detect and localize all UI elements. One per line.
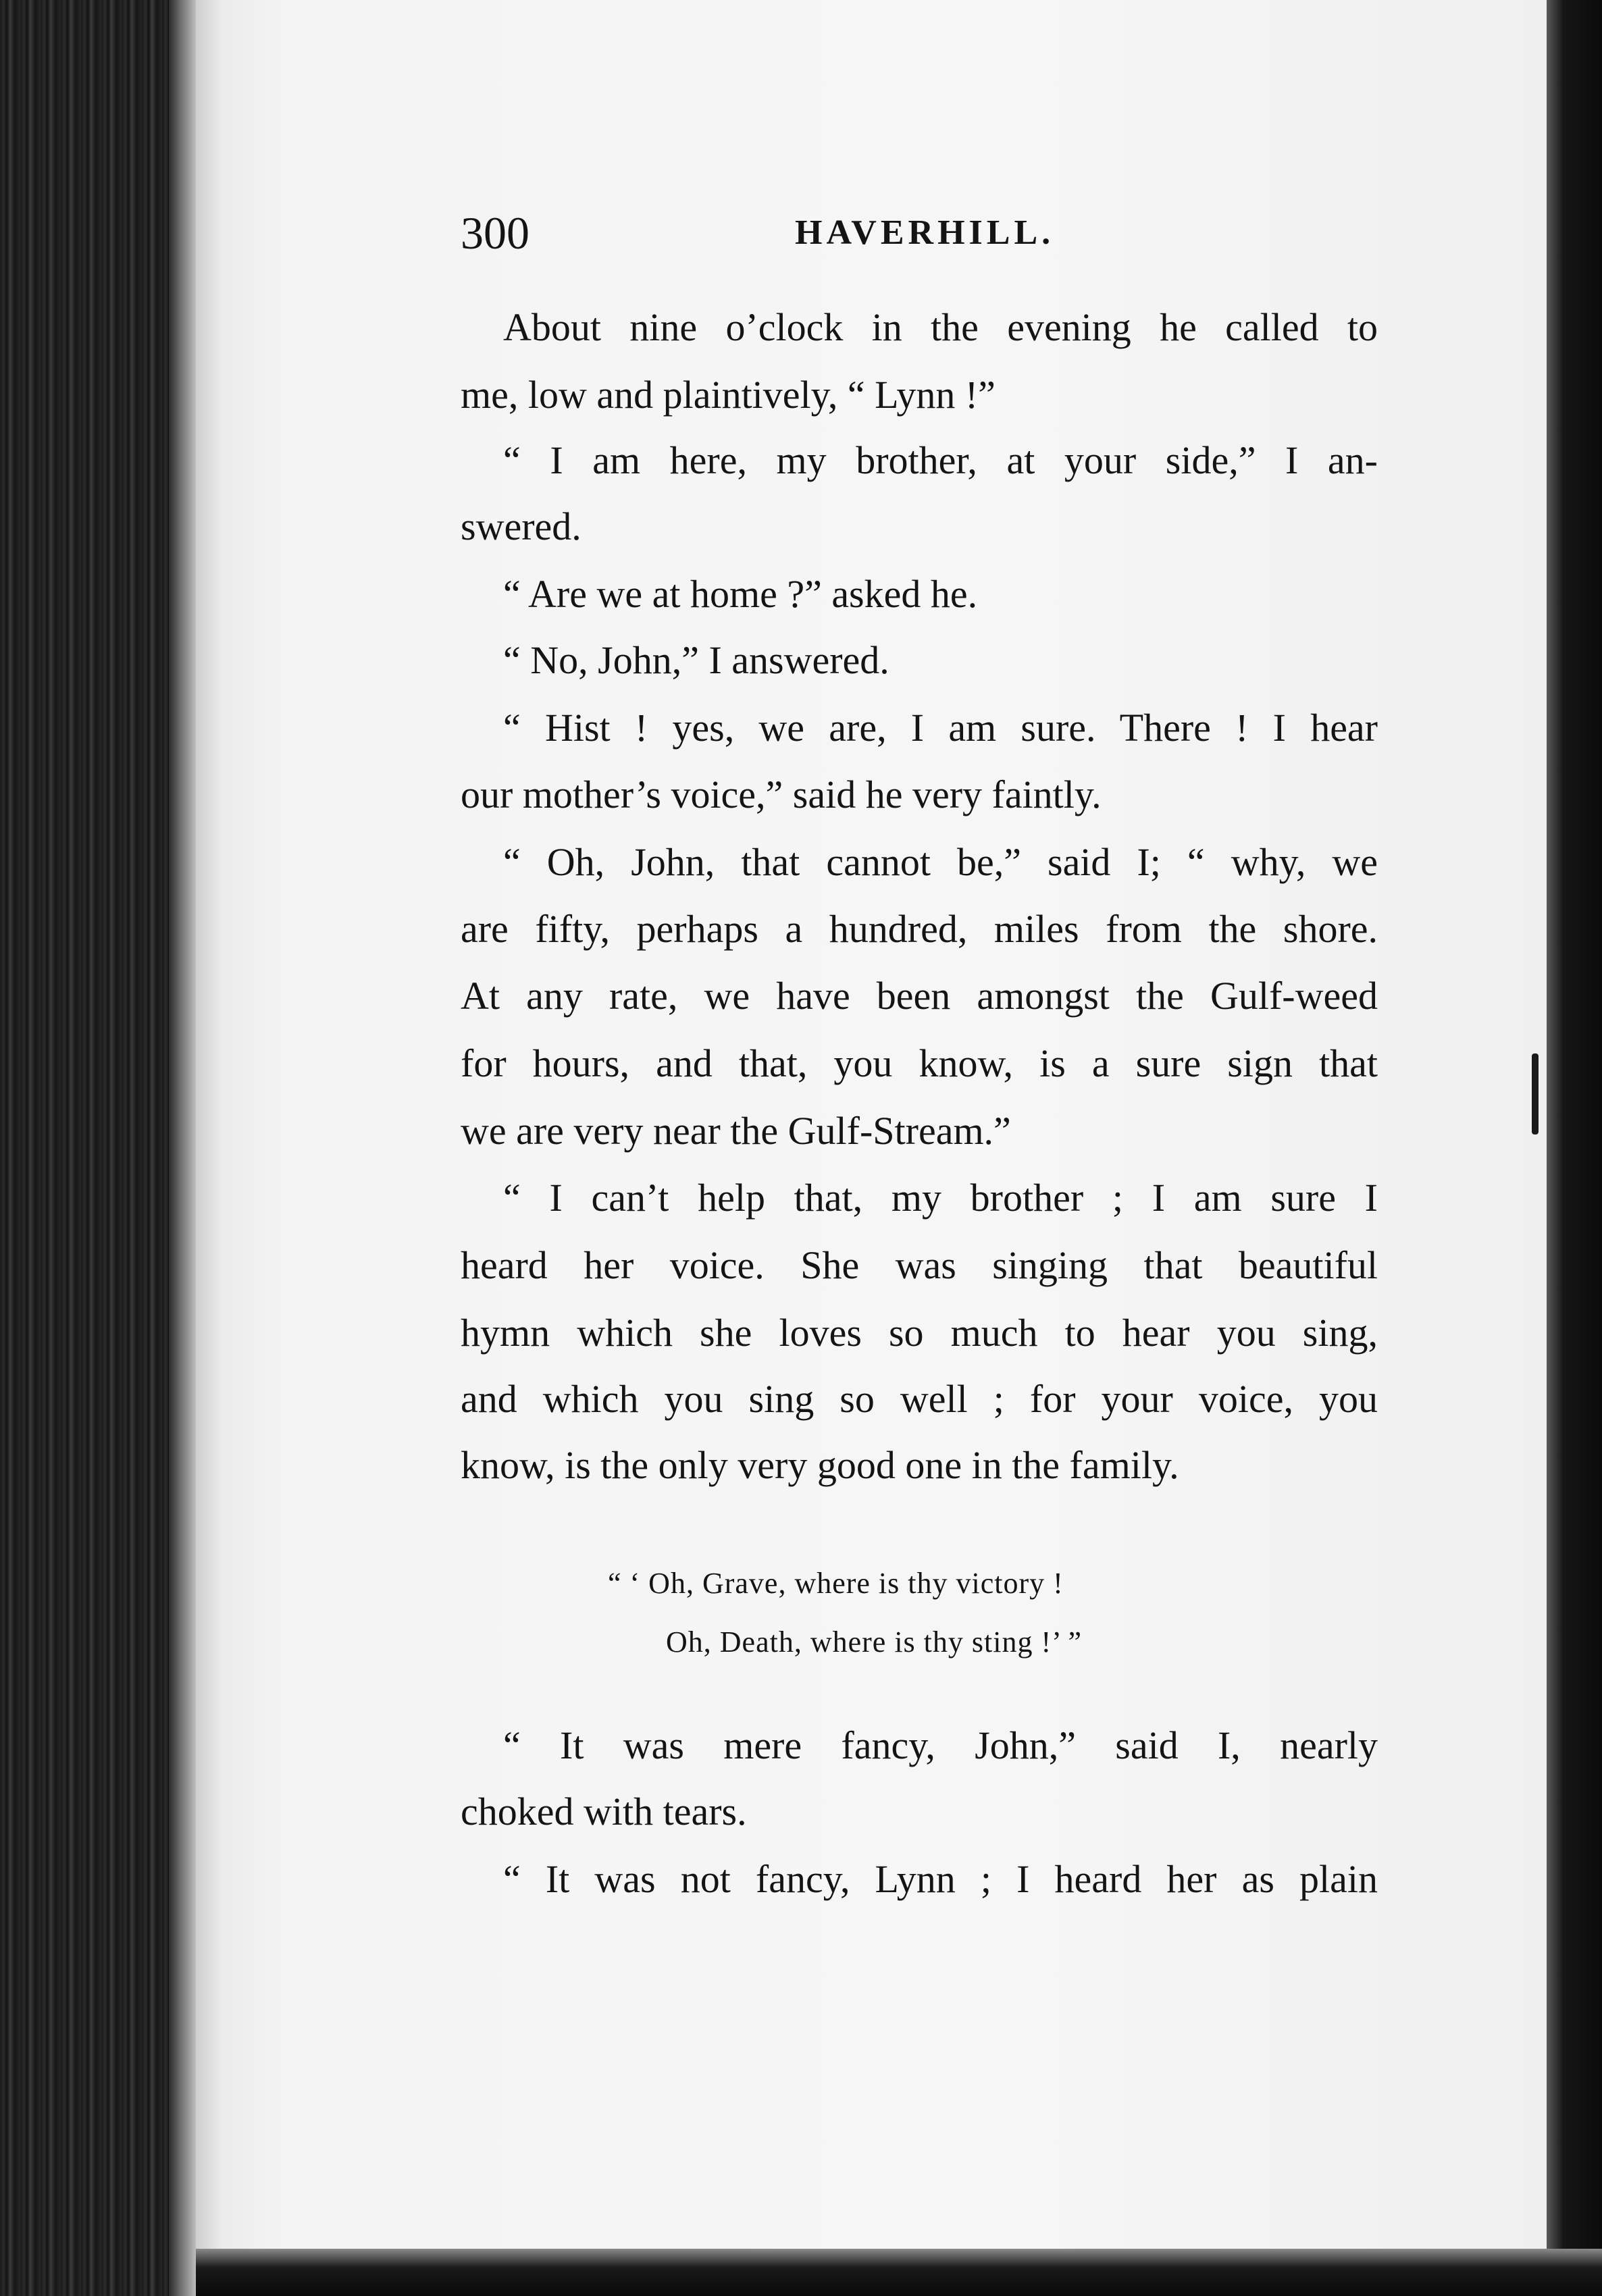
text-line: “ I can’t help that, my brother ; I am sure I (503, 1176, 1378, 1220)
page-edge-mark (1532, 1053, 1539, 1134)
book-edge-right (1547, 0, 1602, 2296)
text-line: swered. (461, 504, 582, 548)
text-line: are fifty, perhaps a hundred, miles from the shore. (461, 907, 1378, 951)
text-line: “ Are we at home ?” asked he. (503, 572, 978, 616)
text-line: and which you sing so well ; for your voice, you (461, 1377, 1378, 1421)
text-line: About nine o’clock in the evening he called to (503, 305, 1378, 349)
text-line: we are very near the Gulf-Stream.” (461, 1109, 1011, 1153)
text-line: At any rate, we have been amongst the Gulf-weed (461, 974, 1378, 1018)
text-line: “ Oh, John, that cannot be,” said I; “ why, we (503, 840, 1378, 884)
text-line: know, is the only very good one in the family. (461, 1443, 1179, 1487)
gutter-shadow (169, 0, 196, 2296)
text-line: “ It was mere fancy, John,” said I, nearly (503, 1723, 1378, 1767)
text-line: me, low and plaintively, “ Lynn !” (461, 373, 996, 417)
text-line: “ No, John,” I answered. (503, 638, 889, 682)
text-line: “ I am here, my brother, at your side,” I an- (503, 438, 1378, 482)
text-line: hymn which she loves so much to hear you sing, (461, 1311, 1378, 1355)
text-line: for hours, and that, you know, is a sure sign that (461, 1041, 1378, 1085)
verse-line: Oh, Death, where is thy sting !’ ” (666, 1625, 1083, 1659)
text-line: our mother’s voice,” said he very faintly. (461, 773, 1102, 816)
page-number: 300 (461, 207, 529, 259)
page-header (461, 203, 1379, 263)
text-line: heard her voice. She was singing that beautiful (461, 1243, 1378, 1287)
text-line: “ It was not fancy, Lynn ; I heard her as plain (503, 1857, 1378, 1901)
text-line: “ Hist ! yes, we are, I am sure. There ! I hear (503, 706, 1378, 750)
running-head: HAVERHILL. (795, 213, 1055, 252)
verse-line: “ ‘ Oh, Grave, where is thy victory ! (608, 1567, 1064, 1600)
book-edge-bottom (196, 2249, 1602, 2296)
text-line: choked with tears. (461, 1790, 747, 1833)
